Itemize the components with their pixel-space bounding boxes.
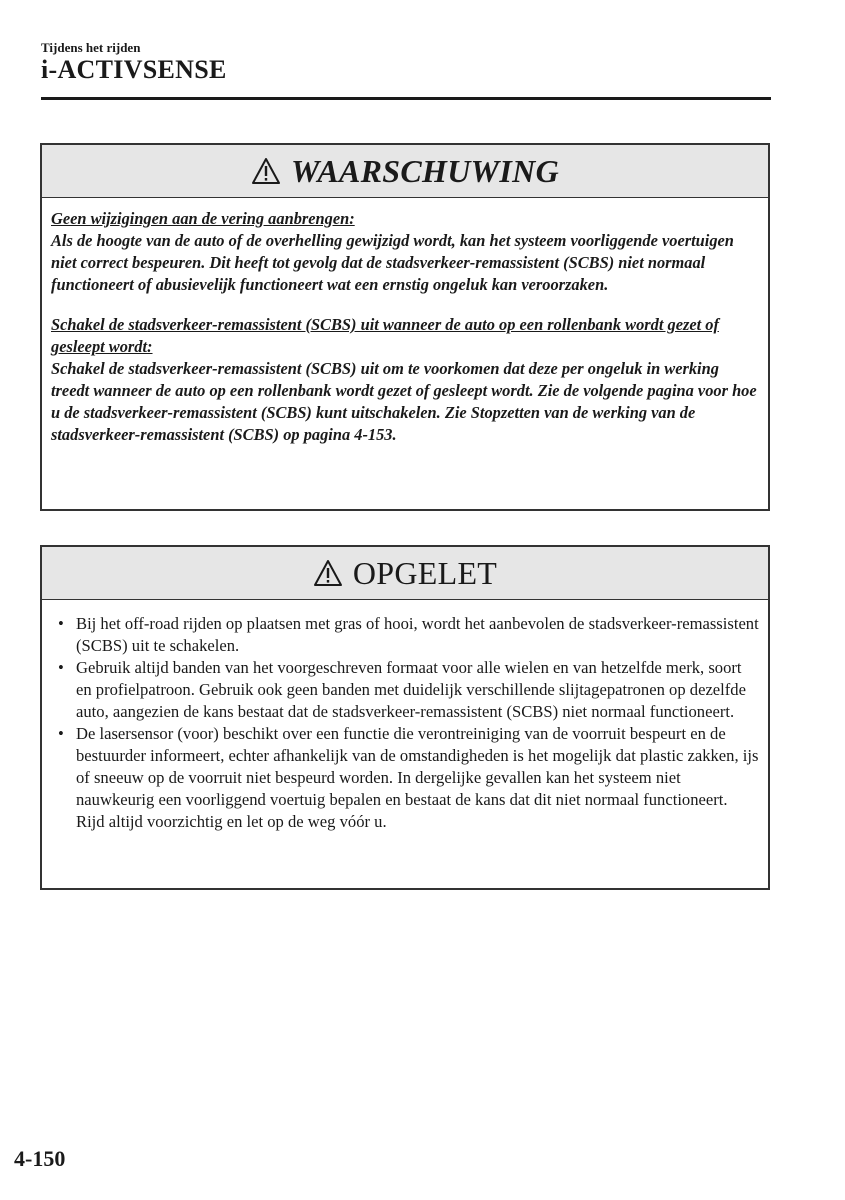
caution-box — [40, 545, 770, 890]
section-label: Tijdens het rijden — [41, 40, 141, 55]
caution-bullet-text: De lasersensor (voor) beschikt over een functie die verontreiniging van de voorruit bespeurt en de bestuurder informeert, echter afhankelijk van de omstandigheden is het mogelijk dat plastic zakken, ijs of sneeuw op de voorruit niet bespeurd worden. In dergelijke gevallen kan het systeem niet nauwkeurig een voorliggend voertuig bepalen en bestaat de kans dat dit niet normaal functioneert. Rijd altijd voorzichtig en let op de weg vóór u. — [76, 724, 759, 831]
caution-body — [42, 600, 768, 833]
warning-paragraph-text: Als de hoogte van de auto of de overhelling gewijzigd wordt, kan het systeem voorliggende voertuigen niet correct bespeuren. Dit heeft tot gevolg dat de stadsverkeer-remassistent (SCBS) niet normaal functioneert of abusievelijk functioneert wat een ernstig ongeluk kan veroorzaken. — [51, 231, 734, 294]
warning-box — [40, 143, 770, 511]
warning-paragraph-text: Schakel de stadsverkeer-remassistent (SCBS) uit om te voorkomen dat deze per ongeluk in werking treedt wanneer de auto op een rollenbank wordt gezet of gesleept wordt. Zie de volgende pagina voor hoe u de stadsverkeer-remassistent (SCBS) kunt uitschakelen. Zie Stopzetten van de werking van de stadsverkeer-remassistent (SCBS) op pagina 4-153. — [51, 359, 757, 444]
warning-triangle-icon — [251, 157, 281, 185]
caution-title: OPGELET — [352, 554, 498, 591]
caution-bullet — [58, 723, 760, 833]
page-title: i-ACTIVSENSE — [41, 55, 227, 84]
bullet-marker: • — [58, 614, 64, 633]
bullet-marker: • — [58, 658, 64, 677]
warning-paragraph — [51, 314, 760, 446]
caution-header — [42, 547, 768, 600]
warning-paragraph-heading: Schakel de stadsverkeer-remassistent (SCBS) uit wanneer de auto op een rollenbank wordt gezet of gesleept wordt: — [51, 315, 719, 356]
page-number: 4-150 — [14, 1146, 66, 1171]
warning-body — [42, 198, 768, 446]
warning-paragraph — [51, 208, 760, 296]
warning-header — [42, 145, 768, 198]
warning-triangle-icon — [313, 559, 343, 587]
bullet-marker: • — [58, 724, 64, 743]
warning-title: WAARSCHUWING — [291, 152, 559, 189]
caution-bullet-text: Bij het off-road rijden op plaatsen met gras of hooi, wordt het aanbevolen de stadsverkeer-remassistent (SCBS) uit te schakelen. — [76, 614, 759, 655]
warning-paragraph-heading: Geen wijzigingen aan de vering aanbrengen: — [51, 209, 355, 228]
caution-bullet — [58, 657, 760, 723]
title-divider — [41, 97, 771, 100]
caution-bullet — [58, 613, 760, 657]
caution-bullet-text: Gebruik altijd banden van het voorgeschreven formaat voor alle wielen en van hetzelfde merk, soort en profielpatroon. Gebruik ook geen banden met duidelijk verschillende slijtagepatronen op dezelfde auto, aangezien de kans bestaat dat de stadsverkeer-remassistent (SCBS) niet normaal functioneert. — [76, 658, 746, 721]
